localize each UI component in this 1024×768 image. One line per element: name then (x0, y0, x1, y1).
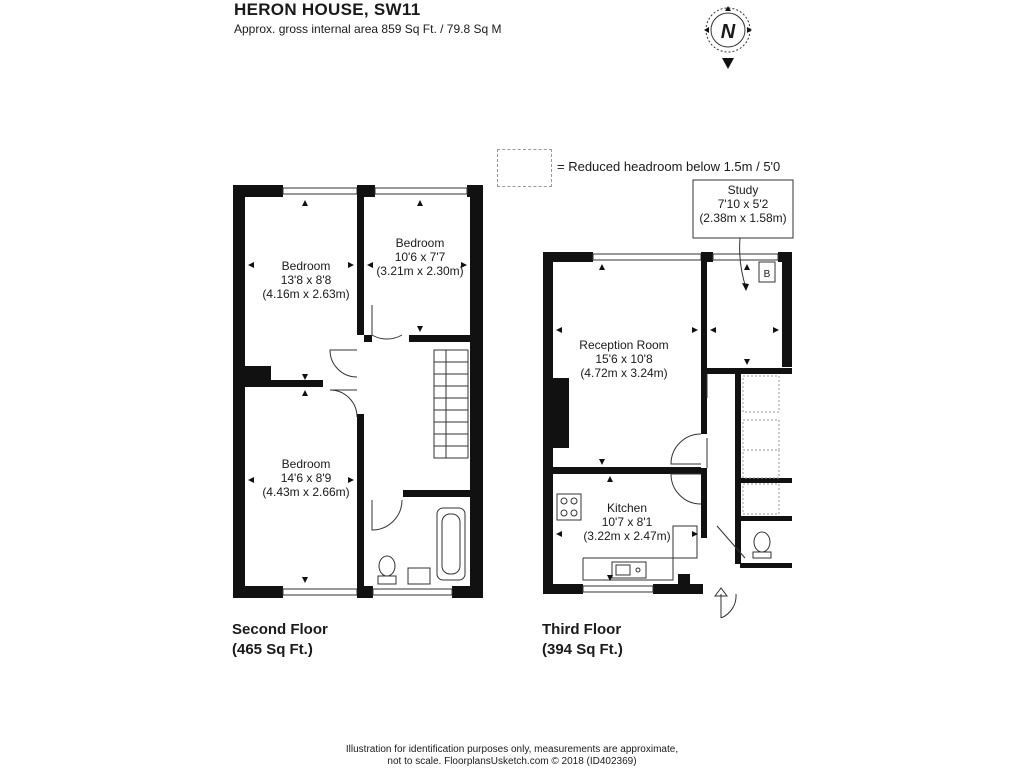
third-floor-plan (540, 178, 800, 618)
second-floor-area: (465 Sq Ft.) (232, 641, 313, 658)
second-floor-bedroom-3-imperial: 14'6 x 8'9 (280, 471, 332, 485)
study-name: Study (727, 183, 759, 197)
disclaimer-line-1: Illustration for identification purposes only, measurements are approximate, (345, 744, 679, 755)
kitchen-imperial: 10'7 x 8'1 (601, 515, 653, 529)
reception-room-name: Reception Room (579, 338, 669, 352)
second-floor-bedroom-2-name: Bedroom (395, 236, 445, 250)
third-floor-area: (394 Sq Ft.) (542, 641, 623, 658)
gross-area-subtitle: Approx. gross internal area 859 Sq Ft. / 79.8 Sq M (234, 22, 502, 36)
study-metric: (2.38m x 1.58m) (699, 211, 787, 225)
second-floor-bedroom-3-name: Bedroom (281, 457, 331, 471)
reduced-headroom-legend-text: = Reduced headroom below 1.5m / 5'0 (557, 159, 781, 174)
compass-north-label: N (720, 21, 736, 43)
study-imperial: 7'10 x 5'2 (717, 197, 769, 211)
second-floor-bedroom-3-metric: (4.43m x 2.66m) (262, 485, 350, 499)
second-floor-label (232, 620, 328, 660)
second-floor-bedroom-1-name: Bedroom (281, 259, 331, 273)
disclaimer-line-2: not to scale. FloorplansUsketch.com © 2018 (ID402369) (387, 756, 637, 767)
second-floor-name: Second Floor (232, 621, 328, 638)
second-floor-bedroom-1-imperial: 13'8 x 8'8 (280, 273, 332, 287)
compass-icon (696, 0, 760, 72)
second-floor-plan (230, 180, 490, 600)
second-floor-bedroom-1-metric: (4.16m x 2.63m) (262, 287, 350, 301)
disclaimer (0, 744, 1024, 768)
kitchen-metric: (3.22m x 2.47m) (583, 529, 671, 543)
second-floor-bedroom-2-imperial: 10'6 x 7'7 (394, 250, 446, 264)
property-title: HERON HOUSE, SW11 (234, 0, 421, 19)
second-floor-bedroom-2-metric: (3.21m x 2.30m) (376, 264, 464, 278)
reception-room-metric: (4.72m x 3.24m) (580, 366, 668, 380)
third-floor-label (542, 620, 623, 660)
reception-room-imperial: 15'6 x 10'8 (595, 352, 653, 366)
third-floor-name: Third Floor (542, 621, 622, 638)
boiler-label: B (763, 269, 771, 280)
kitchen-name: Kitchen (606, 501, 648, 515)
